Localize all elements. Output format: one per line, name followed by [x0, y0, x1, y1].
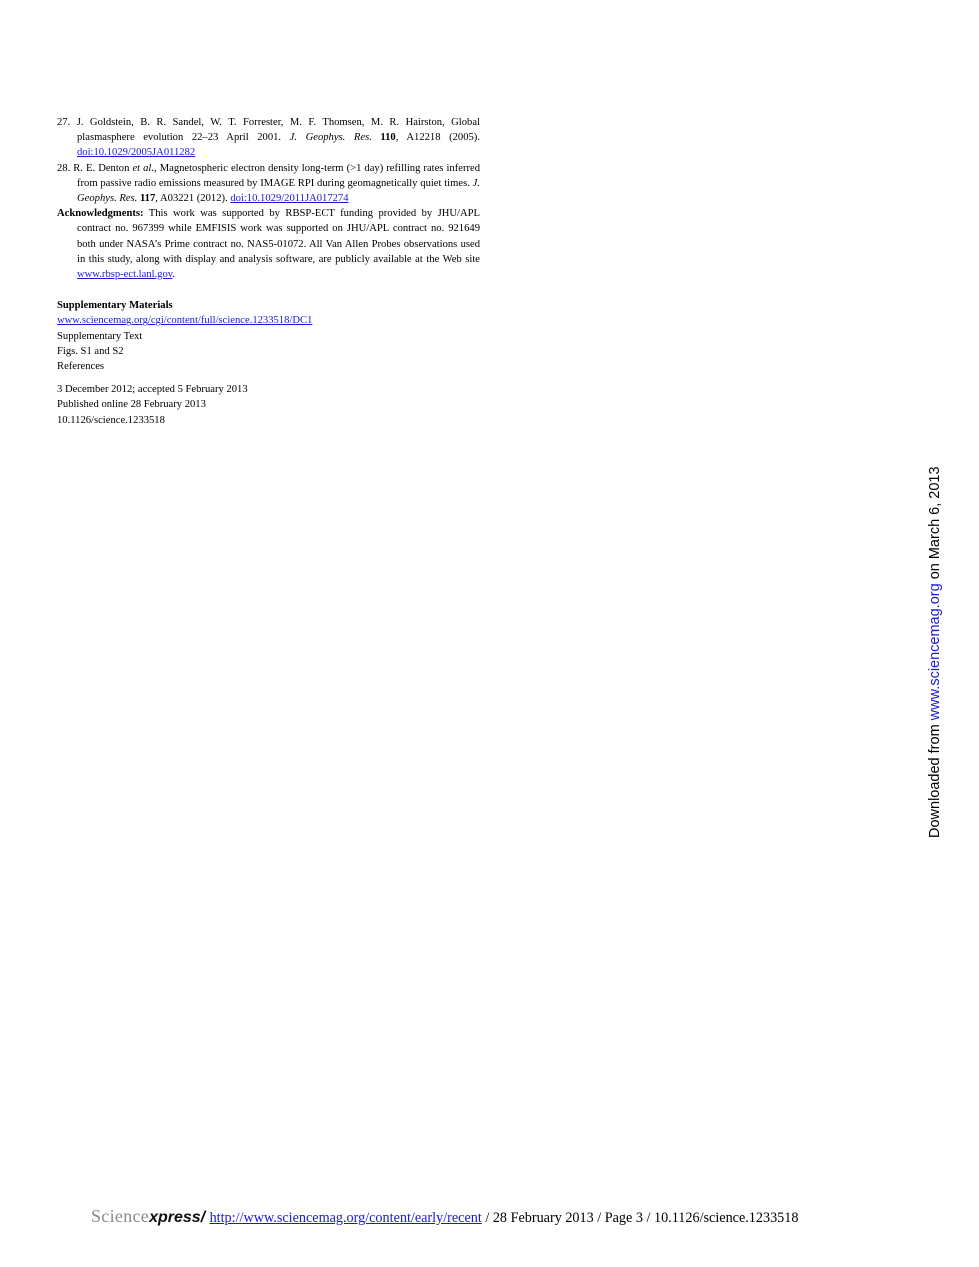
- ref-journal: J. Geophys. Res.: [289, 132, 372, 144]
- published-date: Published online 28 February 2013: [57, 399, 206, 411]
- supp-link[interactable]: www.sciencemag.org/cgi/content/full/science.1233518/DC1: [57, 315, 313, 327]
- publication-info: [57, 382, 480, 428]
- page-footer: [91, 1206, 798, 1227]
- ack-end: .: [172, 269, 176, 281]
- footer-link[interactable]: http://www.sciencemag.org/content/early/recent: [209, 1210, 482, 1226]
- ref-volume: 110: [380, 132, 396, 144]
- ref-number: 27.: [57, 117, 71, 128]
- download-site-link[interactable]: www.sciencemag.org: [927, 583, 943, 721]
- ref-authors: R. E. Denton: [73, 162, 130, 174]
- reference-27: [57, 115, 480, 161]
- express-logo: xpress: [149, 1209, 201, 1226]
- download-prefix: Downloaded from: [927, 720, 943, 838]
- ref-journal: J. Geophys. Res.: [77, 177, 480, 205]
- ref-doi-link[interactable]: doi:10.1029/2011JA017274: [230, 193, 349, 205]
- download-stamp: [927, 466, 943, 838]
- reference-column: [57, 115, 480, 428]
- received-date: 3 December 2012; accepted 5 February 2013: [57, 384, 248, 396]
- supplementary-materials: [57, 298, 480, 374]
- supp-heading: Supplementary Materials: [57, 300, 173, 312]
- ref-volume: 117: [139, 193, 156, 205]
- ref-pages: , A03221 (2012).: [155, 193, 228, 205]
- ref-text: , Magnetospheric electron density long-term (>1 day) refilling rates inferred from passive radio emissions measured by IMAGE RPI during geomagnetically quiet times.: [77, 162, 480, 189]
- ref-etal: et al.: [132, 162, 155, 174]
- download-date: on March 6, 2013: [927, 466, 943, 584]
- ack-label: Acknowledgments:: [57, 208, 144, 220]
- ref-number: 28.: [57, 162, 71, 174]
- ref-text: J. Goldstein, B. R. Sandel, W. T. Forrester, M. F. Thomsen, M. R. Hairston, Global plasmasphere evolution 22–23 April 2001.: [76, 117, 480, 144]
- supp-item: References: [57, 361, 105, 373]
- ref-pages: , A12218 (2005).: [395, 132, 480, 144]
- footer-separator: /: [200, 1209, 210, 1226]
- article-doi: 10.1126/science.1233518: [57, 414, 165, 426]
- supp-item: Figs. S1 and S2: [57, 345, 124, 357]
- ref-doi-link[interactable]: doi:10.1029/2005JA011282: [77, 147, 196, 159]
- acknowledgments: [57, 206, 480, 282]
- science-logo: Science: [91, 1206, 150, 1226]
- supp-item: Supplementary Text: [57, 330, 143, 342]
- ack-website-link[interactable]: www.rbsp-ect.lanl.gov: [77, 269, 173, 281]
- ack-text: This work was supported by RBSP-ECT funding provided by JHU/APL contract no. 967399 while EMFISIS work was supported on JHU/APL contract no. 921649 both under NASA’s Prime contract no. NAS5-01072. All Van Allen Probes observations used in this study, along with display and analysis software, are publicly available at the Web site: [77, 208, 480, 265]
- reference-28: [57, 161, 480, 207]
- footer-citation: / 28 February 2013 / Page 3 / 10.1126/science.1233518: [481, 1210, 799, 1226]
